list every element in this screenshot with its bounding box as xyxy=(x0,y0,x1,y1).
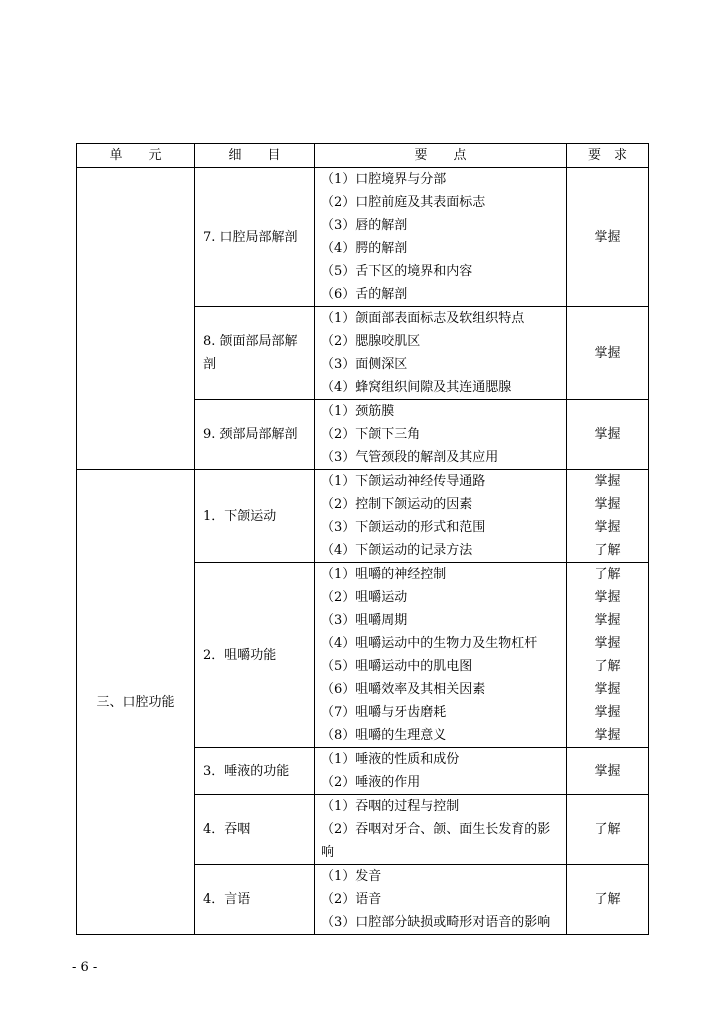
requirement-cell xyxy=(567,470,649,563)
requirement-item: 掌握 xyxy=(594,636,621,651)
requirement-item: 掌握 xyxy=(594,497,621,512)
point-item: （1）咀嚼的神经控制 xyxy=(321,567,447,582)
point-item: （3）咀嚼周期 xyxy=(321,613,408,628)
detail-cell: 8. 颌面部局部解剖 xyxy=(195,307,315,400)
table-row xyxy=(77,470,649,563)
detail-cell: 4．吞咽 xyxy=(195,795,315,865)
point-item: （1）颈筋膜 xyxy=(321,404,395,419)
detail-cell: 2．咀嚼功能 xyxy=(195,563,315,748)
points-cell xyxy=(315,470,567,563)
requirement-cell xyxy=(567,168,649,307)
requirement-item: 掌握 xyxy=(594,613,621,628)
requirement-item: 掌握 xyxy=(594,345,621,361)
point-item: （3）气管颈段的解剖及其应用 xyxy=(321,450,499,465)
detail-cell: 3．唾液的功能 xyxy=(195,748,315,795)
detail-cell: 4．言语 xyxy=(195,865,315,935)
requirement-cell xyxy=(567,400,649,470)
requirement-item: 了解 xyxy=(594,892,621,907)
points-cell xyxy=(315,795,567,865)
requirement-item: 掌握 xyxy=(594,682,621,697)
point-item: （6）咀嚼效率及其相关因素 xyxy=(321,682,486,697)
table-header-row xyxy=(77,144,649,168)
requirement-item: 掌握 xyxy=(594,520,621,535)
requirement-cell xyxy=(567,865,649,935)
detail-cell: 9. 颈部局部解剖 xyxy=(195,400,315,470)
requirement-item: 了解 xyxy=(594,659,621,674)
point-item: （5）咀嚼运动中的肌电图 xyxy=(321,659,473,674)
point-item: （1）颌面部表面标志及软组织特点 xyxy=(321,311,525,326)
requirement-cell xyxy=(567,795,649,865)
point-item: （1）口腔境界与分部 xyxy=(321,172,447,187)
point-item: （2）控制下颌运动的因素 xyxy=(321,497,473,512)
requirement-item: 了解 xyxy=(594,543,621,558)
point-item: （8）咀嚼的生理意义 xyxy=(321,728,447,743)
point-item: （3）口腔部分缺损或畸形对语音的影响 xyxy=(321,915,551,930)
point-item: （4）咀嚼运动中的生物力及生物杠杆 xyxy=(321,636,538,651)
unit-cell: 三、口腔功能 xyxy=(77,470,195,935)
unit-cell xyxy=(77,168,195,470)
requirement-item: 了解 xyxy=(594,567,621,582)
point-item: （2）吞咽对牙合、颌、面生长发育的影响 xyxy=(321,822,551,860)
requirement-item: 掌握 xyxy=(594,763,621,779)
requirement-item: 了解 xyxy=(594,822,621,837)
point-item: （2）语音 xyxy=(321,892,382,907)
syllabus-table xyxy=(76,143,649,935)
requirement-item: 掌握 xyxy=(594,728,621,743)
requirement-item: 掌握 xyxy=(594,229,621,245)
requirement-item: 掌握 xyxy=(594,427,621,442)
detail-cell: 1．下颌运动 xyxy=(195,470,315,563)
point-item: （3）唇的解剖 xyxy=(321,218,408,233)
point-item: （1）下颌运动神经传导通路 xyxy=(321,474,486,489)
point-item: （4）下颌运动的记录方法 xyxy=(321,543,473,558)
point-item: （2）腮腺咬肌区 xyxy=(321,334,421,349)
requirement-cell xyxy=(567,307,649,400)
points-cell xyxy=(315,865,567,935)
points-cell xyxy=(315,307,567,400)
point-item: （1）吞咽的过程与控制 xyxy=(321,799,460,814)
requirement-cell xyxy=(567,563,649,748)
requirement-item: 掌握 xyxy=(594,474,621,489)
points-cell xyxy=(315,168,567,307)
header-detail: 细 目 xyxy=(195,144,315,168)
table-row xyxy=(77,168,649,307)
point-item: （3）下颌运动的形式和范围 xyxy=(321,520,486,535)
points-cell xyxy=(315,748,567,795)
point-item: （2）口腔前庭及其表面标志 xyxy=(321,195,486,210)
point-item: （2）唾液的作用 xyxy=(321,775,421,790)
point-item: （5）舌下区的境界和内容 xyxy=(321,264,473,279)
header-points: 要 点 xyxy=(315,144,567,168)
header-requirement: 要 求 xyxy=(567,144,649,168)
requirement-cell xyxy=(567,748,649,795)
point-item: （7）咀嚼与牙齿磨耗 xyxy=(321,705,447,720)
header-unit: 单 元 xyxy=(77,144,195,168)
point-item: （3）面侧深区 xyxy=(321,357,408,372)
point-item: （4）蜂窝组织间隙及其连通腮腺 xyxy=(321,380,512,395)
point-item: （1）唾液的性质和成份 xyxy=(321,752,460,767)
page-number: - 6 - xyxy=(72,960,98,975)
requirement-item: 掌握 xyxy=(594,590,621,605)
point-item: （6）舌的解剖 xyxy=(321,287,408,302)
table-body xyxy=(77,168,649,935)
points-cell xyxy=(315,400,567,470)
point-item: （1）发音 xyxy=(321,869,382,884)
point-item: （4）腭的解剖 xyxy=(321,241,408,256)
points-cell xyxy=(315,563,567,748)
point-item: （2）下颌下三角 xyxy=(321,427,421,442)
point-item: （2）咀嚼运动 xyxy=(321,590,408,605)
requirement-item: 掌握 xyxy=(594,705,621,720)
detail-cell: 7. 口腔局部解剖 xyxy=(195,168,315,307)
